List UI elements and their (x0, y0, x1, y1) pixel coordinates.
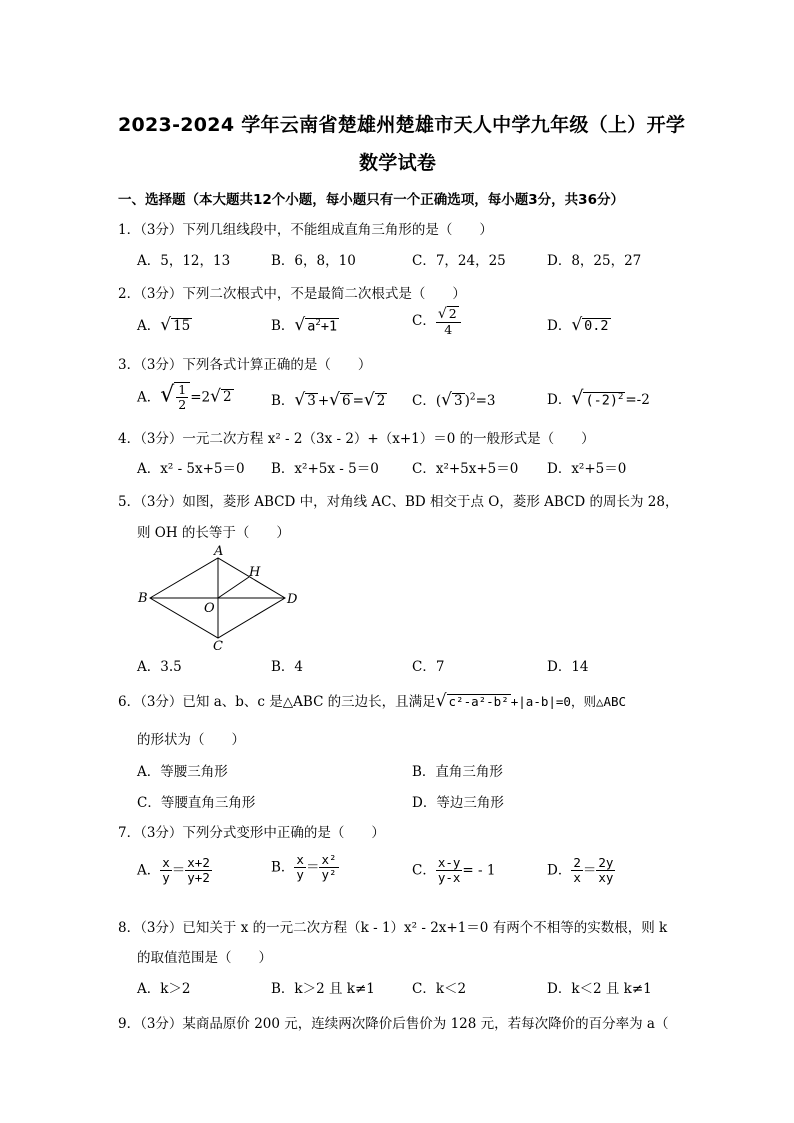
radicand: 2 (376, 393, 386, 409)
result: = - 1 (462, 862, 496, 879)
q2-option-b: B．√ $a^2+1$ (271, 315, 338, 335)
label-a: A (214, 544, 224, 559)
option-label: D． (547, 392, 572, 408)
q5-option-b: B．4 (271, 659, 304, 675)
numerator: 2y (598, 855, 614, 870)
q6-option-c: C．等腰直角三角形 (137, 795, 256, 811)
plus: + (317, 393, 330, 409)
q3-option-c: C．(√ 3 )$^2$=3 (412, 390, 496, 410)
denominator: y² (321, 867, 337, 883)
question-5-stem-line2: 则 OH 的长等于（ ） (137, 525, 290, 541)
equals: =3 (475, 393, 496, 409)
q4-option-d: D．x²+5＝0 (547, 461, 627, 477)
q8-option-c: C．k＜2 (412, 981, 467, 997)
radicand-tail: +1 (320, 318, 338, 334)
numerator: x+2 (187, 855, 210, 870)
radicand: 15 (173, 318, 191, 334)
denominator: 4 (444, 322, 453, 338)
q3-option-a: A．√ $\frac{1}{2}$ =2√ 2 (137, 382, 232, 413)
option-label: A． (137, 318, 161, 334)
denominator: xy (598, 870, 614, 886)
numerator: x-y (437, 855, 461, 870)
question-6-stem: 6．（3分）已知 a、b、c 是△ABC 的三边长，且满足√ c²-a²-b² +|a-b|=0，则△ABC (118, 691, 627, 711)
radicand: 3 (307, 393, 316, 409)
numerator: x (296, 852, 304, 867)
q1-option-c: C．7，24，25 (412, 253, 506, 269)
question-1-stem: 1．（3分）下列几组线段中，不能组成直角三角形的是（ ） (118, 222, 493, 238)
equals: ＝ (305, 859, 320, 876)
q8-option-d: D．k＜2 且 k≠1 (547, 981, 652, 997)
section-heading: 一、选择题（本大题共12个小题，每小题只有一个正确选项，每小题3分，共36分） (118, 192, 624, 208)
option-label: B． (271, 859, 295, 876)
option-label: C． (412, 862, 436, 879)
equals: =-2 (625, 392, 650, 408)
label-b: B (138, 591, 148, 606)
q2-option-c: C． $\frac{√ 2}{4}$ (412, 306, 461, 337)
label-o: O (204, 601, 215, 616)
page-title-line2: 数学试卷 (359, 152, 437, 174)
q4-option-b: B．x²+5x - 5＝0 (271, 461, 379, 477)
numerator: 2 (573, 855, 581, 870)
exponent: 2 (315, 317, 321, 328)
question-8-stem-line2: 的取值范围是（ ） (137, 950, 272, 966)
question-5-stem: 5．（3分）如图，菱形 ABCD 中，对角线 AC、BD 相交于点 O，菱形 ABCD 的周长为 28， (118, 494, 679, 510)
q4-option-a: A．x² - 5x+5＝0 (137, 461, 245, 477)
question-8-stem: 8．（3分）已知关于 x 的一元二次方程（k - 1）x² - 2x+1＝0 有两个不相等的实数根，则 k (118, 920, 668, 936)
q3-option-b: B．√ 3 +√ 6 =√ 2 (271, 390, 386, 410)
question-3-stem: 3．（3分）下列各式计算正确的是（ ） (118, 357, 372, 373)
q5-option-a: A．3.5 (137, 659, 182, 675)
equals: = (352, 393, 364, 409)
q6-option-a: A．等腰三角形 (137, 764, 228, 780)
question-6-stem-line2: 的形状为（ ） (137, 732, 245, 748)
exponent: 2 (469, 392, 476, 403)
option-label: A． (137, 862, 161, 879)
q2-option-d: D．√ 0.2 (547, 315, 609, 335)
q7-option-a (137, 856, 212, 886)
radicand: 2 (448, 306, 457, 321)
question-4-stem: 4．（3分）一元二次方程 x² - 2（3x - 2）+（x+1）＝0 的一般形式是（ ） (118, 431, 595, 447)
q8-option-a: A．k＞2 (137, 981, 191, 997)
q5-option-d: D．14 (547, 659, 589, 675)
radicand: 6 (342, 393, 351, 409)
option-label: D． (547, 318, 572, 334)
segment-oh (218, 577, 249, 598)
radicand: 3 (453, 393, 463, 409)
numerator: x² (321, 852, 337, 867)
label-h: H (249, 565, 261, 580)
denominator: y-x (437, 870, 461, 886)
option-label: C． (412, 393, 436, 409)
question-2-stem: 2．（3分）下列二次根式中，不是最简二次根式是（ ） (118, 286, 466, 302)
denominator: y (162, 870, 170, 886)
q7-option-d (547, 856, 615, 886)
numerator: x (162, 855, 170, 870)
radicand: c²-a²-b² (448, 694, 509, 709)
numerator: 1 (178, 382, 187, 397)
q1-option-b: B．6，8，10 (271, 253, 356, 269)
stem-tail: +|a-b|=0，则△ABC (510, 694, 627, 709)
q6-option-b: B．直角三角形 (412, 764, 503, 780)
close-paren: ) (464, 393, 470, 409)
exponent: 2 (617, 391, 624, 402)
option-label: B． (271, 318, 295, 334)
label-d: D (287, 592, 298, 607)
denominator: 2 (178, 397, 187, 413)
q2-option-a: A．√ 15 (137, 315, 191, 335)
radicand: 2 (222, 389, 232, 406)
q1-option-a: A．5，12，13 (137, 253, 231, 269)
q4-option-c: C．x²+5x+5＝0 (412, 461, 519, 477)
q8-option-b: B．k＞2 且 k≠1 (271, 981, 375, 997)
option-label: A． (137, 389, 161, 406)
page-title: 2023-2024 学年云南省楚雄州楚雄市天人中学九年级（上）开学 (118, 114, 686, 136)
option-label: C． (412, 313, 436, 330)
open-paren: ( (435, 393, 442, 409)
equals: =2 (190, 389, 211, 406)
q6-option-d: D．等边三角形 (412, 795, 504, 811)
question-9-stem: 9．（3分）某商品原价 200 元，连续两次降价后售价为 128 元，若每次降价的百分率为 a（ (118, 1016, 669, 1032)
equals: ＝ (171, 862, 186, 879)
q5-option-c: C．7 (412, 659, 445, 675)
radicand: (-2) (585, 392, 618, 408)
denominator: y (296, 867, 304, 883)
option-label: D． (547, 862, 572, 879)
q7-option-c (412, 856, 495, 886)
question-7-stem: 7．（3分）下列分式变形中正确的是（ ） (118, 825, 385, 841)
q3-option-d: D．√ $(-2)^2 =-2$ (547, 387, 650, 409)
rhombus-figure (130, 542, 300, 654)
option-label: B． (271, 393, 295, 409)
equals: ＝ (582, 862, 597, 879)
q7-option-b (271, 853, 339, 883)
denominator: y+2 (187, 870, 210, 886)
stem-text: 6．（3分）已知 a、b、c 是△ABC 的三边长，且满足 (118, 694, 436, 710)
denominator: x (573, 870, 581, 886)
label-c: C (213, 639, 223, 654)
radicand-base: a (307, 318, 316, 334)
radicand: 0.2 (584, 318, 609, 334)
q1-option-d: D．8，25，27 (547, 253, 642, 269)
